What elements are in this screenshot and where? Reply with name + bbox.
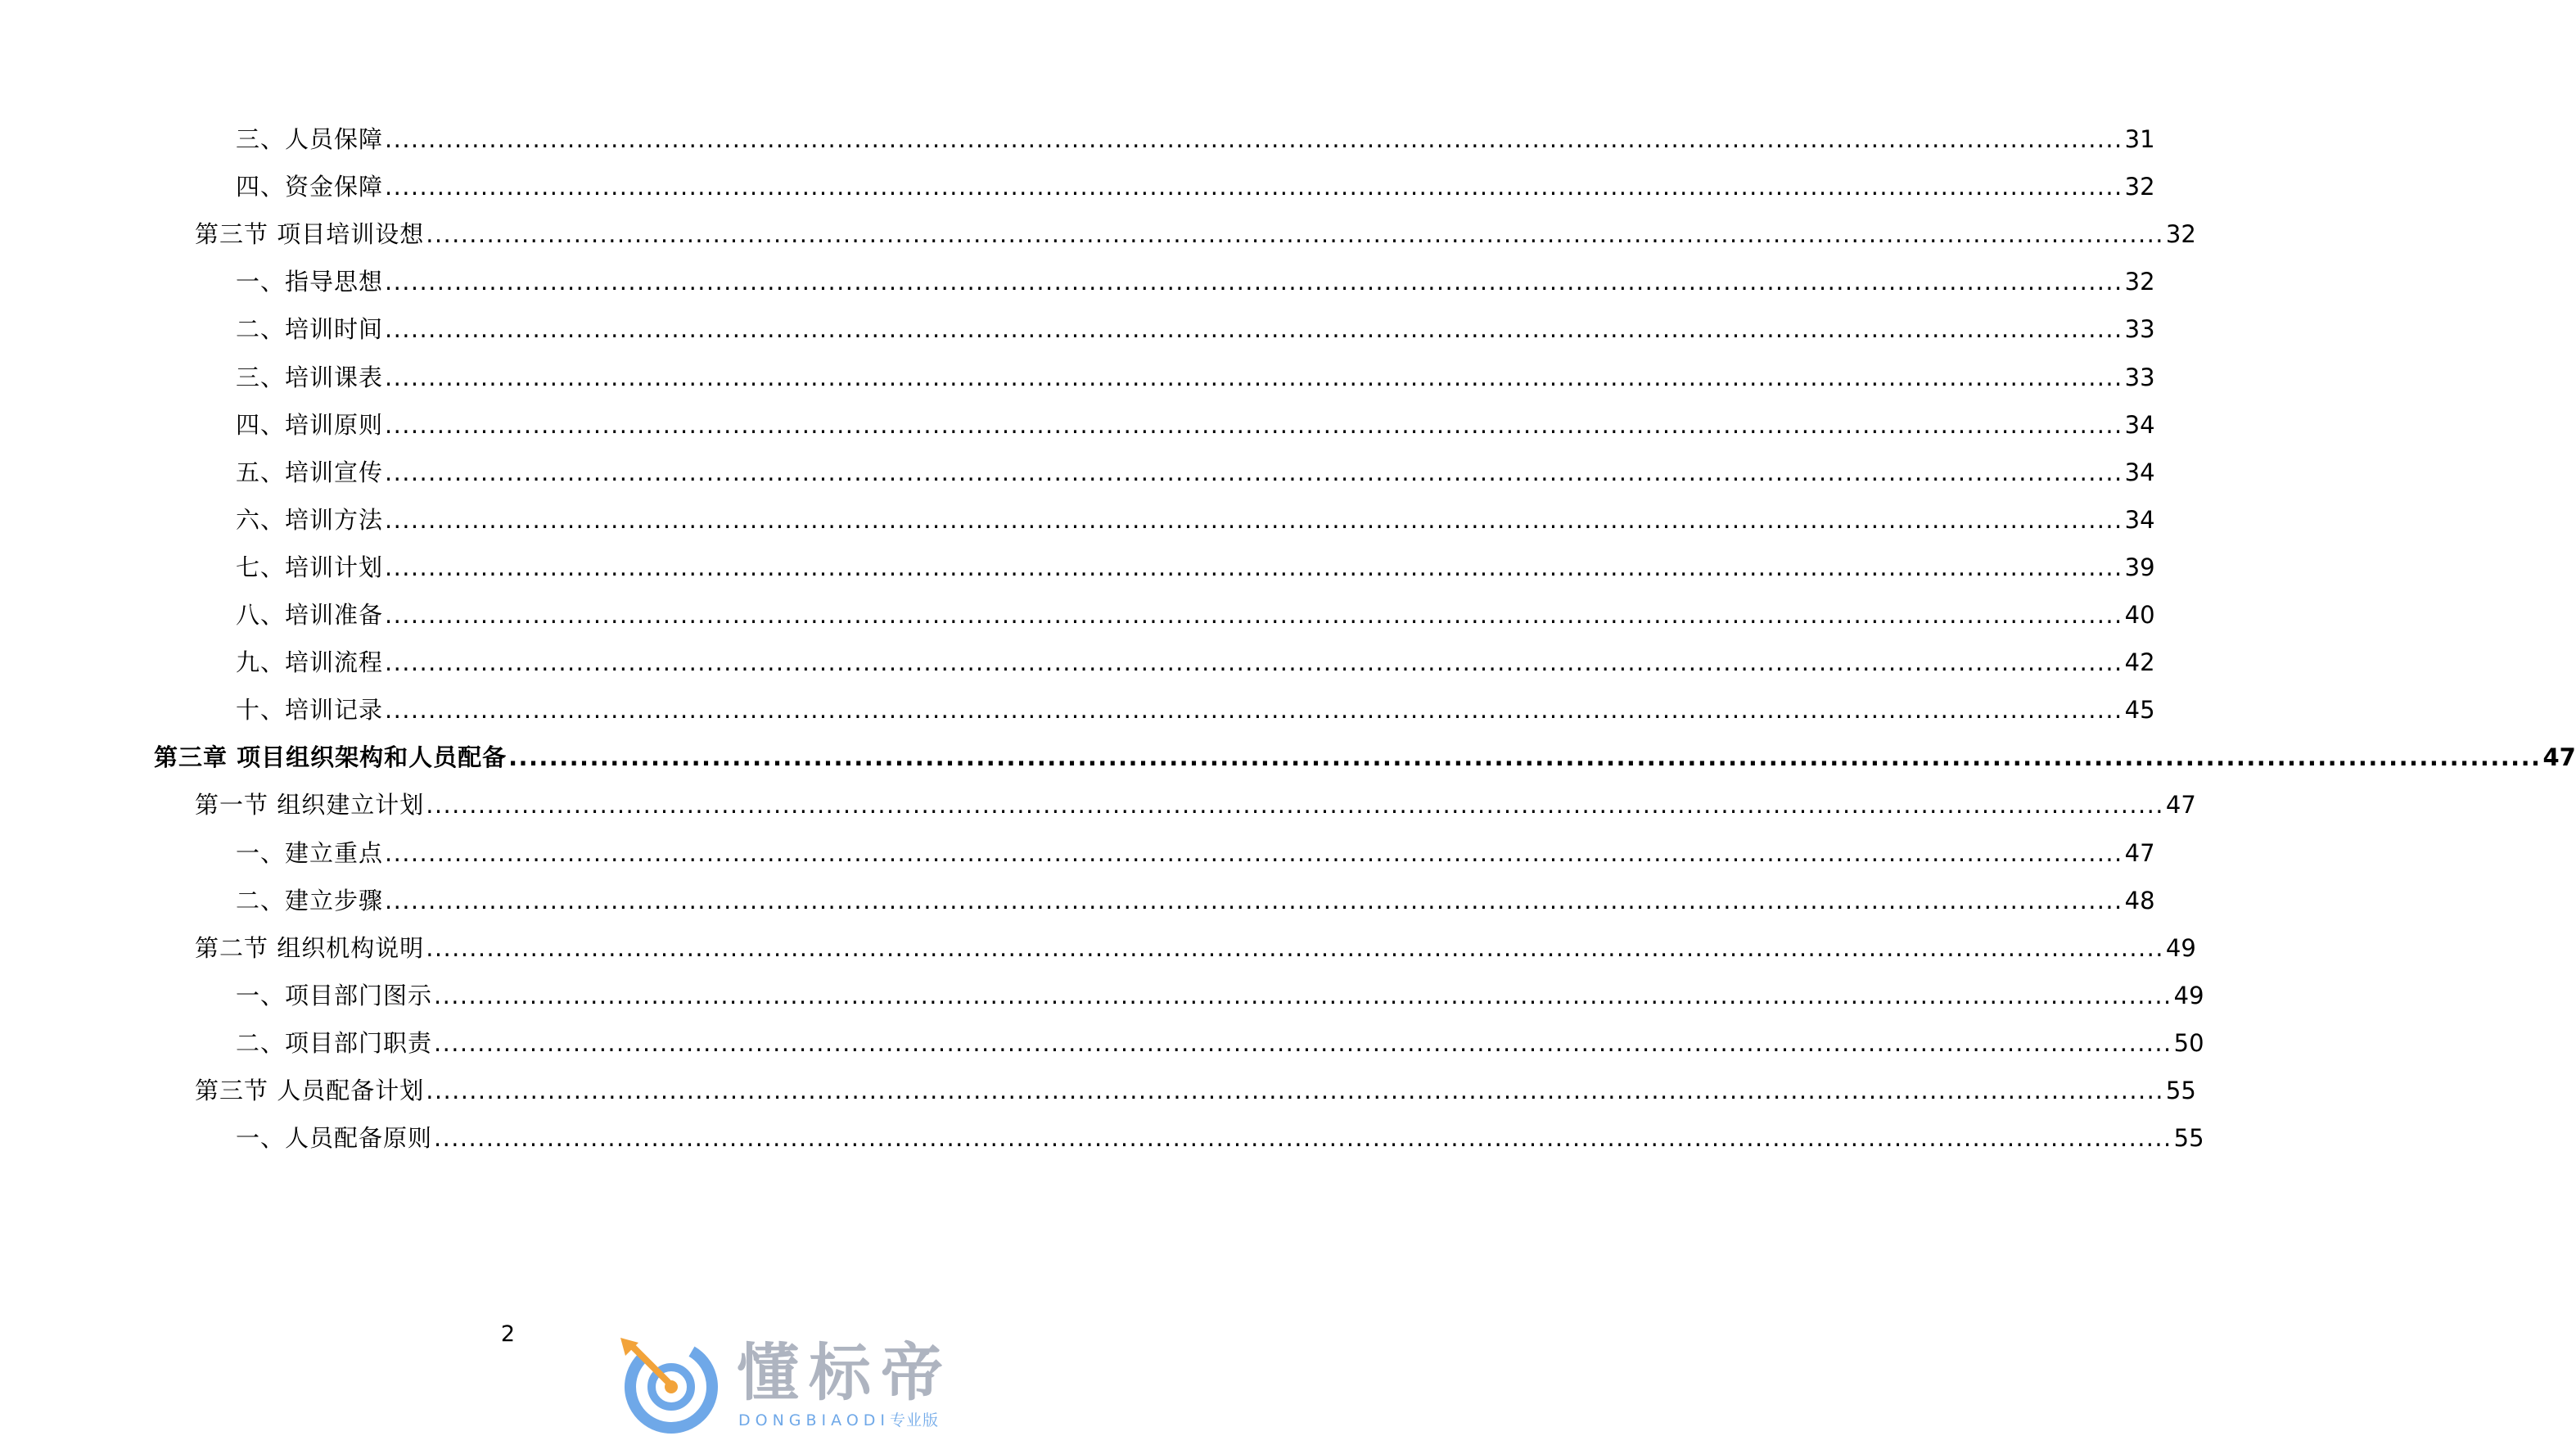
toc-entry[interactable] (236, 409, 2155, 441)
toc-leader-dots: ........................................................................................................................................................................................................ (434, 1029, 2172, 1057)
toc-leader-dots: ........................................................................................................................................................................................................ (385, 887, 2123, 914)
toc-entry-page: 34 (2124, 458, 2155, 486)
toc-entry-page: 34 (2124, 506, 2155, 534)
toc-entry[interactable] (236, 551, 2155, 584)
toc-entry[interactable] (236, 1027, 2204, 1059)
toc-entry-title: 第三节 项目培训设想 (195, 220, 425, 248)
toc-entry[interactable] (195, 932, 2196, 964)
toc-entry-title: 六、培训方法 (236, 506, 384, 534)
toc-entry-title: 二、项目部门职责 (236, 1029, 433, 1057)
toc-entry-title: 四、资金保障 (236, 173, 384, 201)
toc-entry[interactable] (236, 313, 2155, 345)
toc-entry-title: 第二节 组织机构说明 (195, 934, 425, 962)
toc-entry-title: 二、建立步骤 (236, 887, 384, 914)
toc-leader-dots: ........................................................................................................................................................................................................ (434, 982, 2172, 1009)
toc-entry-title: 二、培训时间 (236, 315, 384, 343)
toc-entry[interactable] (236, 693, 2155, 726)
toc-entry[interactable] (236, 1122, 2204, 1154)
toc-entry-page: 33 (2124, 364, 2155, 391)
toc-entry[interactable] (236, 979, 2204, 1012)
toc-entry-page: 47 (2124, 839, 2155, 867)
toc-entry-title: 三、培训课表 (236, 364, 384, 391)
toc-leader-dots: ........................................................................................................................................................................................................ (434, 1124, 2172, 1152)
toc-leader-dots: ........................................................................................................................................................................................................ (385, 648, 2123, 676)
toc-entry[interactable] (236, 837, 2155, 869)
toc-leader-dots: ........................................................................................................................................................................................................ (385, 696, 2123, 724)
toc-entry-page: 32 (2165, 220, 2196, 248)
toc-entry[interactable] (236, 265, 2155, 298)
toc-entry-page: 40 (2124, 601, 2155, 629)
toc-leader-dots: ........................................................................................................................................................................................................ (385, 268, 2123, 296)
toc-entry-page: 42 (2124, 648, 2155, 676)
toc-entry[interactable] (236, 504, 2155, 536)
toc-entry-page: 39 (2124, 553, 2155, 581)
target-logo-icon (607, 1334, 730, 1436)
toc-entry[interactable] (195, 1074, 2196, 1107)
toc-entry[interactable] (236, 456, 2155, 489)
toc-entry-title: 五、培训宣传 (236, 458, 384, 486)
toc-entry-title: 一、项目部门图示 (236, 982, 433, 1009)
toc-entry[interactable] (195, 788, 2196, 821)
toc-entry-title: 七、培训计划 (236, 553, 384, 581)
toc-leader-dots: ........................................................................................................................................................................................................ (426, 1077, 2164, 1104)
toc-entry-page: 32 (2124, 173, 2155, 201)
toc-leader-dots: ........................................................................................................................................................................................................ (426, 934, 2164, 962)
toc-leader-dots: ........................................................................................................................................................................................................ (385, 553, 2123, 581)
toc-entry[interactable] (236, 884, 2155, 917)
toc-leader-dots: ........................................................................................................................................................................................................ (385, 506, 2123, 534)
toc-entry-page: 47 (2165, 791, 2196, 819)
toc-entry-title: 第三章 项目组织架构和人员配备 (154, 743, 508, 771)
watermark-brand-cn: 懂标帝 (737, 1336, 953, 1409)
toc-entry-title: 第三节 人员配备计划 (195, 1077, 425, 1104)
toc-entry[interactable] (154, 741, 2576, 774)
toc-entry-page: 47 (2542, 743, 2576, 771)
toc-entry-page: 49 (2165, 934, 2196, 962)
toc-leader-dots: ........................................................................................................................................................................................................ (385, 839, 2123, 867)
toc-leader-dots: ........................................................................................................................................................................................................ (426, 791, 2164, 819)
toc-leader-dots: ........................................................................................................................................................................................................ (426, 220, 2164, 248)
toc-entry-page: 32 (2124, 268, 2155, 296)
toc-entry-title: 一、指导思想 (236, 268, 384, 296)
toc-leader-dots: ........................................................................................................................................................................................................ (385, 315, 2123, 343)
toc-leader-dots: ........................................................................................................................................................................................................ (385, 411, 2123, 439)
toc-entry-page: 45 (2124, 696, 2155, 724)
toc-entry-title: 第一节 组织建立计划 (195, 791, 425, 819)
toc-entry-page: 55 (2173, 1124, 2204, 1152)
toc-leader-dots: ........................................................................................................................................................................................................ (385, 601, 2123, 629)
toc-entry-page: 48 (2124, 887, 2155, 914)
toc-entry[interactable] (195, 218, 2196, 251)
toc-entry[interactable] (236, 123, 2155, 156)
toc-leader-dots: ........................................................................................................................................................................................................ (385, 364, 2123, 391)
watermark-brand-en (738, 1411, 939, 1429)
toc-entry[interactable] (236, 170, 2155, 203)
toc-entry-page: 55 (2165, 1077, 2196, 1104)
toc-entry-page: 49 (2173, 982, 2204, 1009)
toc-entry-title: 一、建立重点 (236, 839, 384, 867)
toc-entry-title: 一、人员配备原则 (236, 1124, 433, 1152)
watermark (607, 1334, 1000, 1436)
toc-entry-title: 十、培训记录 (236, 696, 384, 724)
watermark-edition: 专业版 (890, 1411, 940, 1429)
toc-entry[interactable] (236, 361, 2155, 394)
toc-leader-dots: ........................................................................................................................................................................................................ (385, 125, 2123, 153)
toc-leader-dots: ........................................................................................................................................................................................................ (385, 458, 2123, 486)
page-number: 2 (500, 1321, 516, 1347)
toc-entry-page: 33 (2124, 315, 2155, 343)
toc-entry-page: 34 (2124, 411, 2155, 439)
toc-entry-page: 50 (2173, 1029, 2204, 1057)
toc-entry[interactable] (236, 598, 2155, 631)
toc-entry-title: 三、人员保障 (236, 125, 384, 153)
toc-entry-title: 四、培训原则 (236, 411, 384, 439)
toc-entry-page: 31 (2124, 125, 2155, 153)
toc-leader-dots: ........................................................................................................................................................................................................ (385, 173, 2123, 201)
toc-entry-title: 九、培训流程 (236, 648, 384, 676)
toc-entry-title: 八、培训准备 (236, 601, 384, 629)
toc-leader-dots: ........................................................................................................................................................................................................ (508, 743, 2542, 771)
watermark-brand-en-text: DONGBIAODI (738, 1411, 891, 1429)
toc-entry[interactable] (236, 646, 2155, 679)
